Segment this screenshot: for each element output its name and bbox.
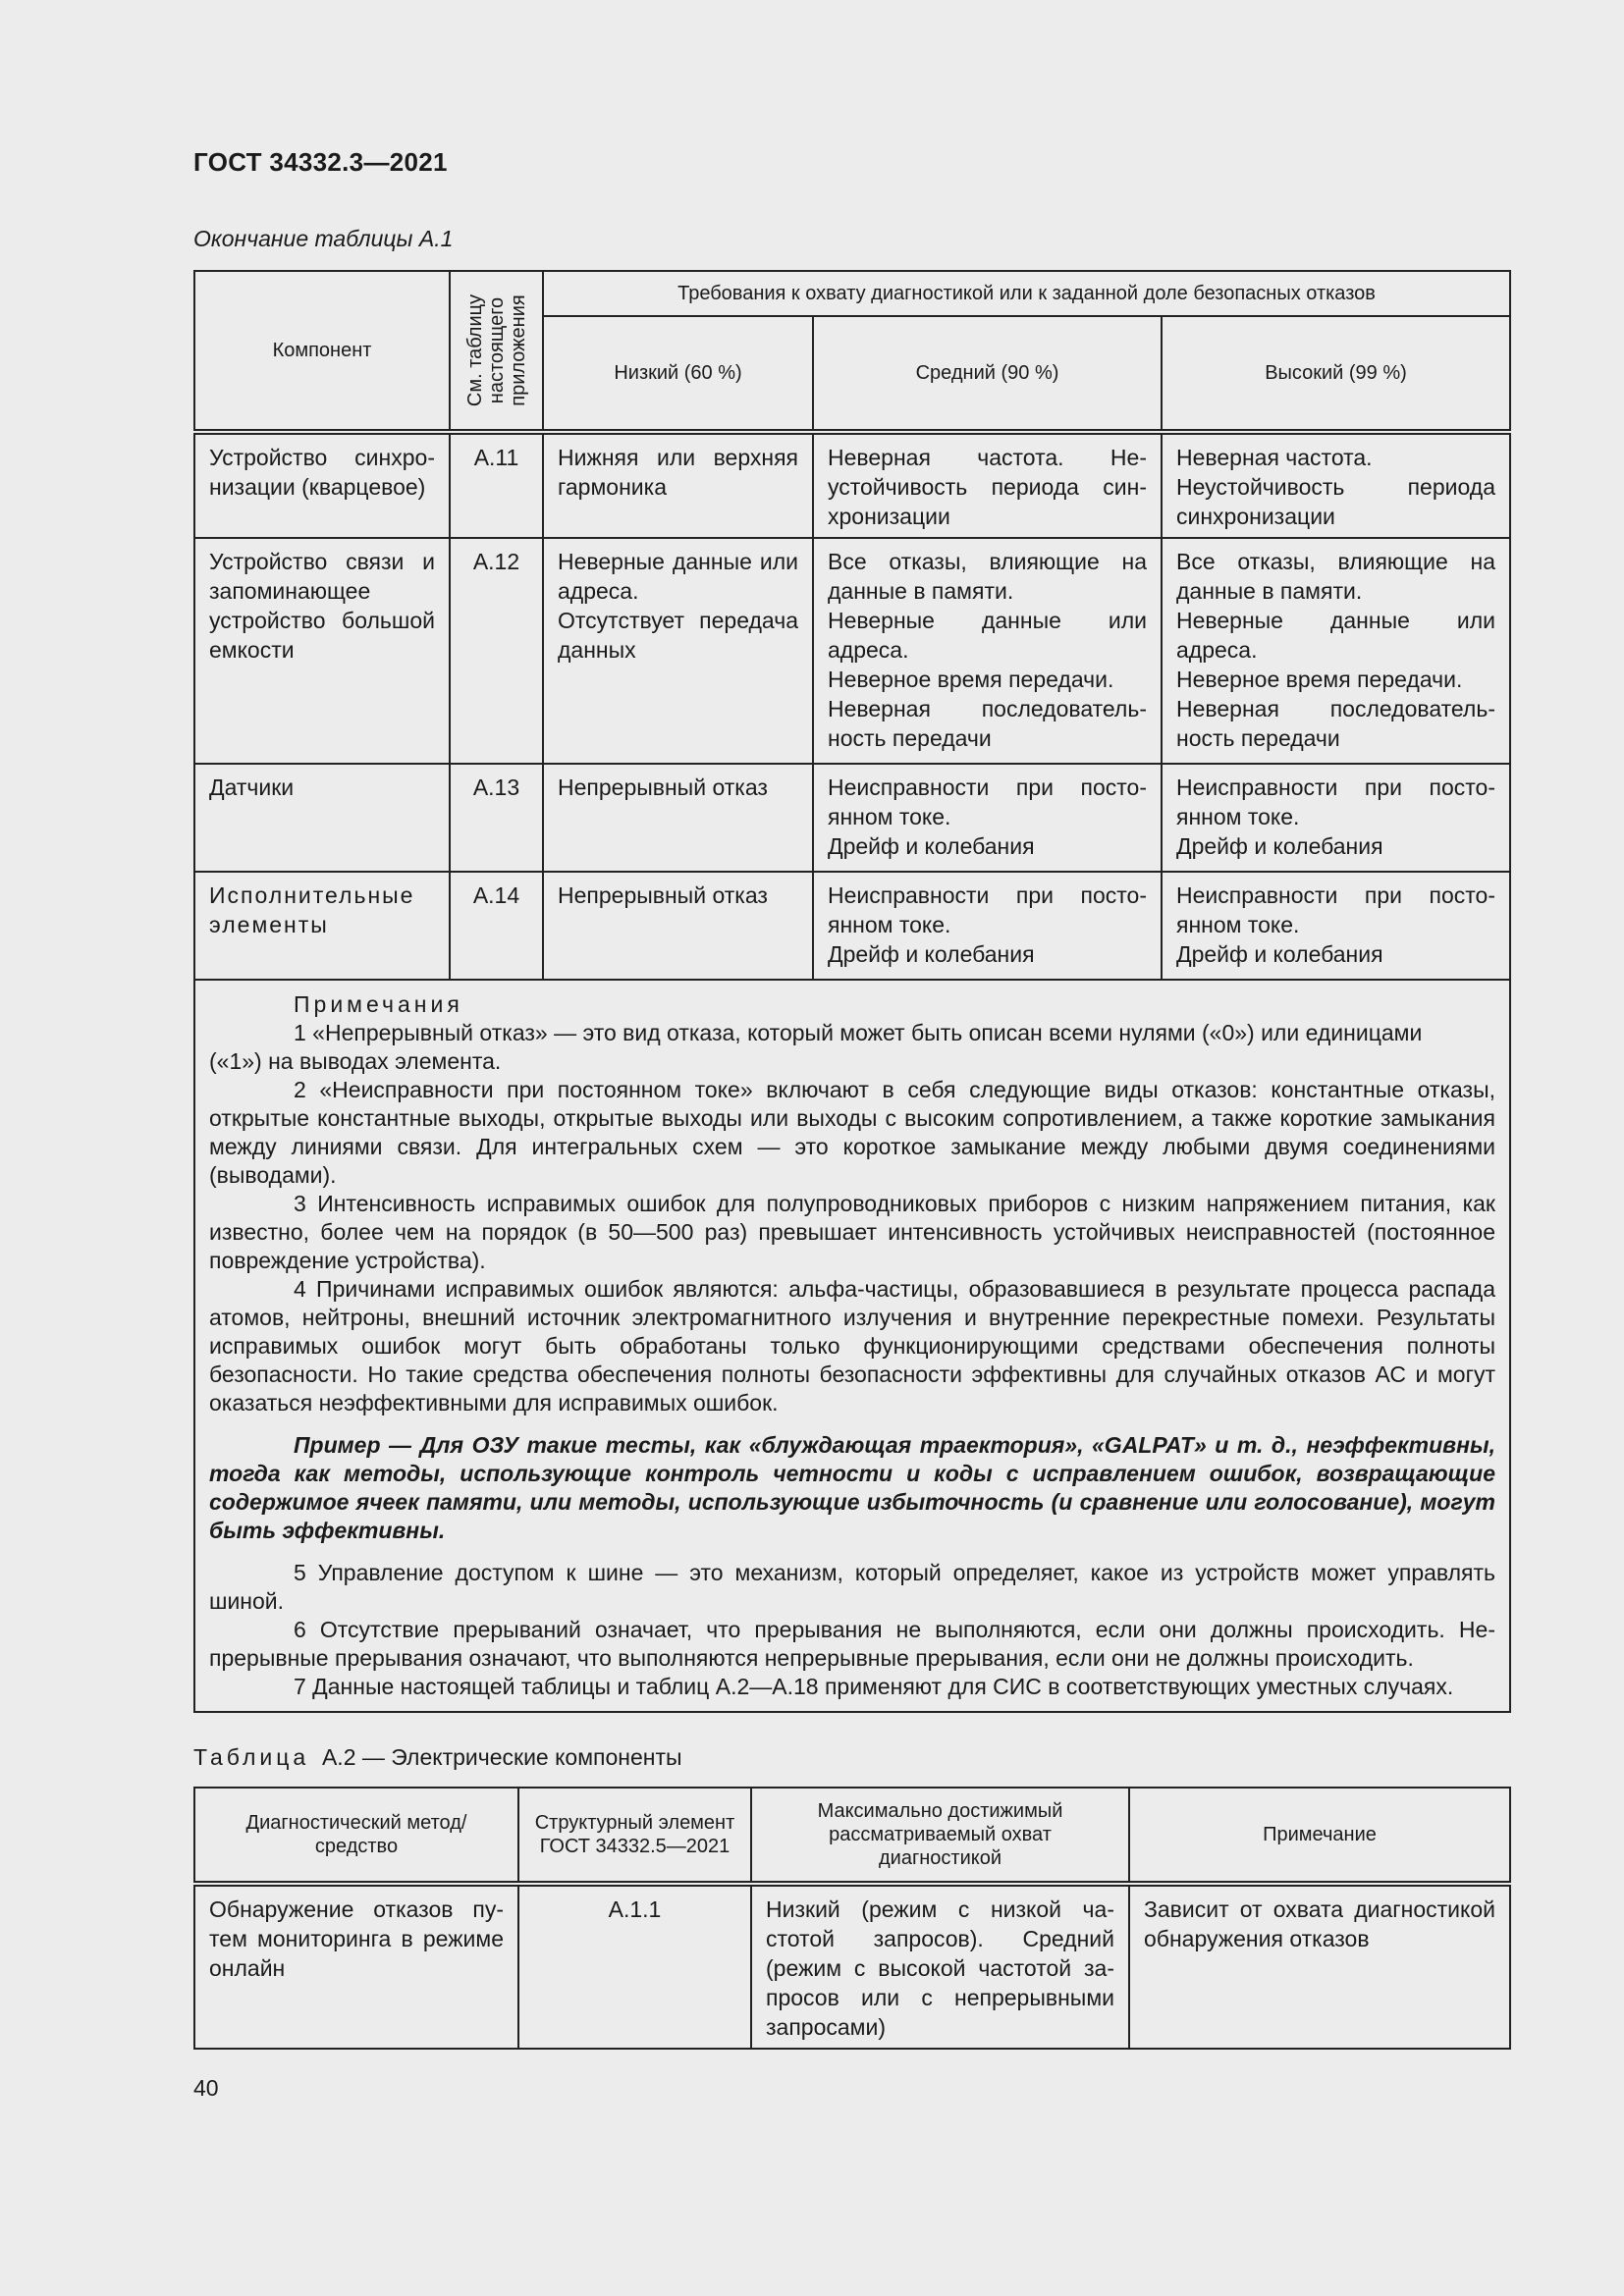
- table-a2-caption-rest: А.2 — Электрические компоненты: [321, 1744, 682, 1770]
- cell-low-line: Непрерывный отказ: [558, 774, 768, 800]
- cell-high-line: Неисправности при постоянном токе.: [1176, 882, 1495, 937]
- col-header-component: Компонент: [194, 271, 450, 432]
- table-a2-caption-prefix: Таблица: [193, 1744, 310, 1770]
- table-a1-caption: Окончание таблицы А.1: [193, 226, 454, 251]
- col-header-ref-text: См. таблицу настоящего приложения: [463, 294, 529, 407]
- cell-medium-line: Неверная последовательность передачи: [828, 696, 1147, 751]
- col-header-group: Требования к охвату диагностикой или к заданной доле безопасных отказов: [543, 271, 1510, 316]
- cell-medium-line: Дрейф и колебания: [828, 941, 1035, 967]
- page-number: 40: [193, 2075, 219, 2101]
- col-header-low: Низкий (60 %): [543, 316, 813, 432]
- col-header-coverage: Максимально достижимый рассматриваемый охват диагностикой: [751, 1788, 1129, 1884]
- cell-high-line: Все отказы, влияющие на данные в памяти.: [1176, 549, 1495, 604]
- cell-ref: А.11: [473, 445, 519, 470]
- cell-ref: А.12: [472, 549, 520, 574]
- table-row: [194, 538, 1510, 764]
- col-header-note: Примечание: [1129, 1788, 1510, 1884]
- notes-title: Примечания: [294, 991, 463, 1017]
- cell-medium-line: Неисправности при постоянном токе.: [828, 882, 1147, 937]
- note-3: 3 Интенсивность исправимых ошибок для полупроводниковых приборов с низким напряжением питания, как известно, более чем на порядок (в 50—500 раз) превышает интенсивность устойчивых неисправностей (постоянное повреждение устройства).: [209, 1191, 1495, 1273]
- note-2: 2 «Неисправности при постоянном токе» включают в себя следующие виды отказов: константные отказы, открытые константные выходы, открытые выходы или выходы с высоким сопротивлением, а также короткие замыкания между линиями связи. Для интегральных схем — это короткое замыкание между любыми двумя соединениями (выводами).: [209, 1077, 1495, 1188]
- cell-high-line: Неверные данные или адреса.: [1176, 608, 1495, 663]
- cell-high-line: Неверная последовательность передачи: [1176, 696, 1495, 751]
- cell-component: Устройство связи и запоминающее устройство большой емкости: [209, 549, 435, 663]
- cell-medium-line: Дрейф и колебания: [828, 833, 1035, 859]
- cell-note: Зависит от охвата диагностикой обнаружения отказов: [1144, 1896, 1495, 1951]
- table-a2: [193, 1787, 1511, 2050]
- cell-medium-line: Неверные данные или адреса.: [828, 608, 1147, 663]
- note-1-cont: («1») на выводах элемента.: [209, 1048, 502, 1074]
- note-5: 5 Управление доступом к шине — это механизм, который определяет, какое из устройств может управлять шиной.: [209, 1560, 1495, 1614]
- cell-ref: А.13: [472, 774, 520, 800]
- cell-medium-line: Неисправности при постоянном токе.: [828, 774, 1147, 829]
- cell-component: Исполнительные элементы: [209, 882, 415, 937]
- cell-low-line: Отсутствует передача данных: [558, 608, 798, 663]
- cell-high-line: Дрейф и колебания: [1176, 833, 1383, 859]
- cell-component: Датчики: [209, 774, 295, 800]
- table-a1-header-row-1: [194, 271, 1510, 316]
- col-header-ref: [450, 271, 543, 432]
- table-row: [194, 764, 1510, 872]
- note-7: 7 Данные настоящей таблицы и таблиц А.2—А.18 применяют для СИС в соответствующих уместных случаях.: [294, 1674, 1454, 1699]
- note-4: 4 Причинами исправимых ошибок являются: альфа-частицы, образовавшиеся в результате процесса распада атомов, нейтроны, внешний источник электромагнитного излучения и внутренние перекрестные помехи. Результаты исправимых ошибок могут быть обработаны только функционирующими средствами обеспечения полноты безопасности. Но такие средства обеспечения полноты безопасности эффективны для случайных отказов АС и могут оказаться неэффективными для исправимых ошибок.: [209, 1276, 1495, 1415]
- col-header-element: Структурный элемент ГОСТ 34332.5—2021: [518, 1788, 751, 1884]
- table-a2-header-row: [194, 1788, 1510, 1884]
- cell-coverage: Низкий (режим с низкой частотой запросов). Средний (режим с высокой частотой запросов или с непрерывными запросами): [766, 1896, 1114, 2040]
- cell-medium-line: Неверная частота. Неустойчивость периода синхронизации: [828, 445, 1147, 529]
- cell-low-line: Нижняя или верхняя гармоника: [558, 445, 798, 500]
- table-a1: [193, 270, 1511, 1713]
- table-a2-caption: [193, 1744, 682, 1771]
- cell-ref: А.14: [472, 882, 520, 908]
- cell-element: А.1.1: [608, 1896, 662, 1922]
- cell-high-line: Неверная частота.: [1176, 445, 1373, 470]
- note-example: Пример — Для ОЗУ такие тесты, как «блуждающая траектория», «GALPAT» и т. д., неэффективны, тогда как методы, использующие контроль четности и коды с исправлением ошибок, возвращающие содержимое ячеек памяти, или методы, использующие избыточность (и сравнение или голосование), могут быть эффективны.: [209, 1432, 1495, 1543]
- table-row: [194, 1884, 1510, 2049]
- cell-component: Устройство синхронизации (кварцевое): [209, 445, 435, 500]
- table-a1-notes-row: [194, 980, 1510, 1712]
- cell-medium-line: Неверное время передачи.: [828, 667, 1114, 692]
- cell-high-line: Неисправности при постоянном токе.: [1176, 774, 1495, 829]
- table-row: [194, 432, 1510, 538]
- col-header-medium: Средний (90 %): [813, 316, 1162, 432]
- col-header-method: Диагностический метод/средство: [194, 1788, 518, 1884]
- cell-high-line: Неверное время передачи.: [1176, 667, 1463, 692]
- cell-low-line: Неверные данные или адреса.: [558, 549, 798, 604]
- note-6: 6 Отсутствие прерываний означает, что прерывания не выполняются, если они должны происходить. Непрерывные прерывания означают, что выполняются непрерывные прерывания, если они не должны происходить.: [209, 1617, 1495, 1671]
- notes-block: [194, 980, 1510, 1712]
- table-row: [194, 872, 1510, 980]
- cell-method: Обнаружение отказов путем мониторинга в режиме онлайн: [209, 1896, 504, 1981]
- cell-medium-line: Все отказы, влияющие на данные в памяти.: [828, 549, 1147, 604]
- cell-high-line: Дрейф и колебания: [1176, 941, 1383, 967]
- note-1: 1 «Непрерывный отказ» — это вид отказа, который может быть описан всеми нулями («0») или единицами: [294, 1020, 1423, 1045]
- document-header-title: ГОСТ 34332.3—2021: [193, 147, 448, 177]
- col-header-high: Высокий (99 %): [1162, 316, 1510, 432]
- cell-high-line: Неустойчивость периода синхронизации: [1176, 474, 1495, 529]
- cell-low-line: Непрерывный отказ: [558, 882, 768, 908]
